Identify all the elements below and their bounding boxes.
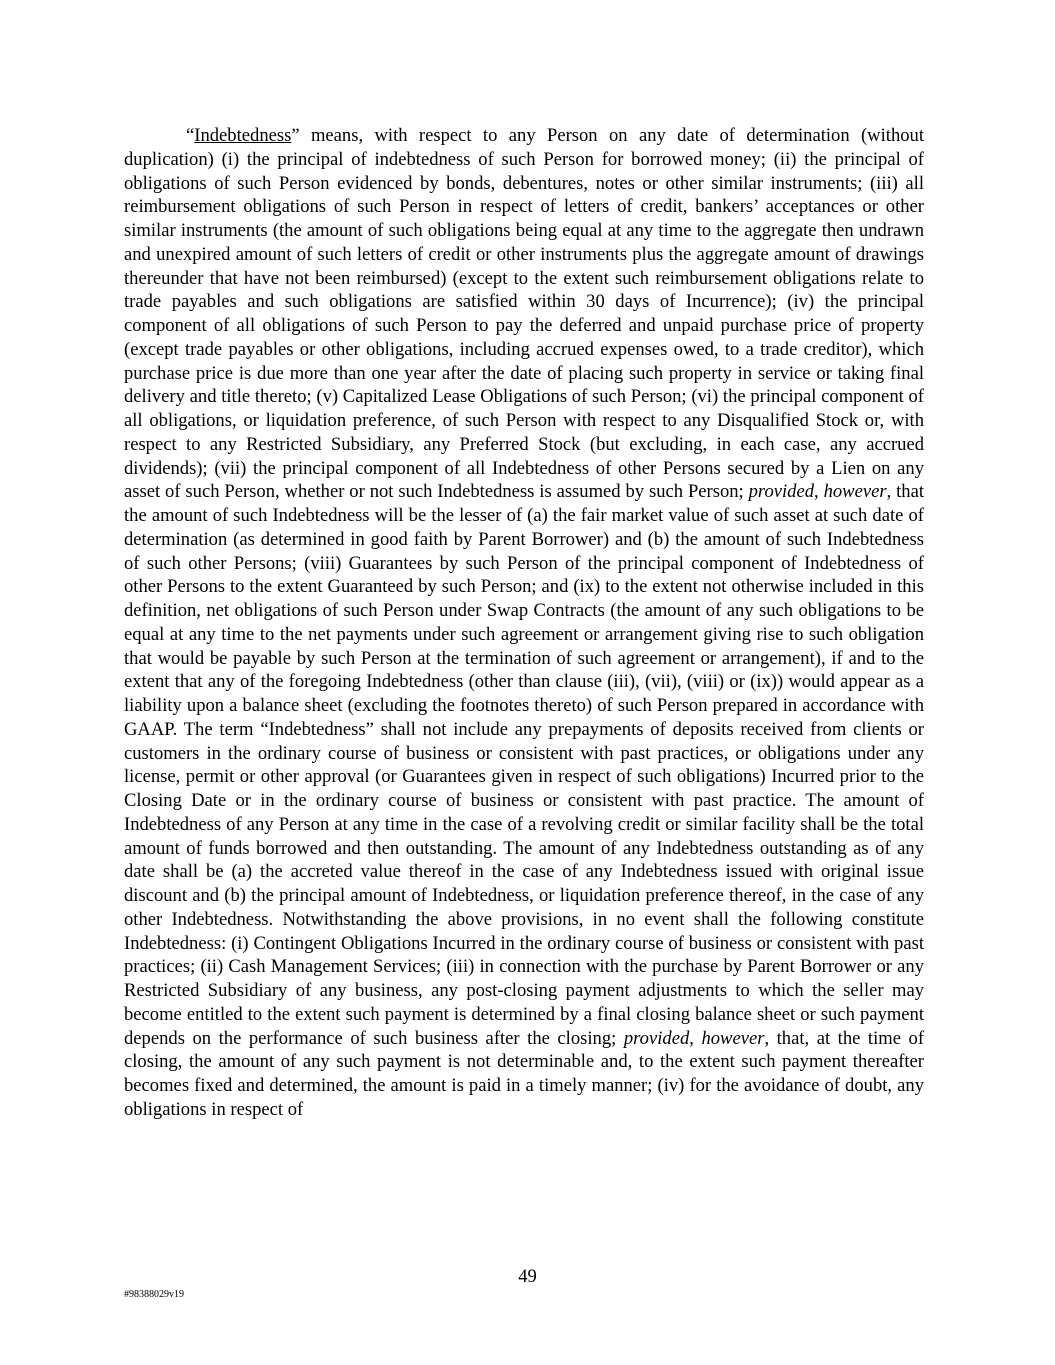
proviso-however-2: however [701, 1027, 765, 1049]
proviso-comma: , [814, 481, 824, 503]
document-id: #98388029v19 [124, 1289, 184, 1300]
definition-paragraph [124, 124, 924, 1122]
proviso-comma-2: , [689, 1027, 702, 1049]
text-segment-3: , that, at the time of closing, the amount of any such payment is not determinable and, to the extent such payment thereafter becomes fixed and determined, the amount is paid in a timely manner; (iv) for the avoidance of doubt, any obligations in respect of [124, 1027, 925, 1120]
proviso-however: however [823, 481, 887, 503]
open-quote: “ [186, 125, 195, 146]
proviso-provided: provided [748, 481, 815, 503]
defined-term: Indebtedness [194, 125, 292, 146]
proviso-provided-2: provided [623, 1027, 690, 1049]
page-number: 49 [518, 1266, 537, 1287]
text-segment-2: , that the amount of such Indebtedness will be the lesser of (a) the fair market value of such asset at such date of determination (as determined in good faith by Parent Borrower) and (b) the amount of such Indebtedness of such other Persons; (viii) Guarantees by such Person of the principal component of Indebtedness of other Persons to the extent Guaranteed by such Person; and (ix) to the extent not otherwise included in this definition, net obligations of such Person under Swap Contracts (the amount of any such obligations to be equal at any time to the net payments under such agreement or arrangement giving rise to such obligation that would be payable by such Person at the termination of such agreement or arrangement), if and to the extent that any of the foregoing Indebtedness (other than clause (iii), (vii), (viii) or (ix)) would appear as a liability upon a balance sheet (excluding the footnotes thereto) of such Person prepared in accordance with GAAP. The term “Indebtedness” shall not include any prepayments of deposits received from clients or customers in the ordinary course of business or consistent with past practices, or obligations under any license, permit or other approval (or Guarantees given in respect of such obligations) Incurred prior to the Closing Date or in the ordinary course of business or consistent with past practice. The amount of Indebtedness of any Person at any time in the case of a revolving credit or similar facility shall be the total amount of funds borrowed and then outstanding. The amount of any Indebtedness outstanding as of any date shall be (a) the accreted value thereof in the case of any Indebtedness issued with original issue discount and (b) the principal amount of Indebtedness, or liquidation preference thereof, in the case of any other Indebtedness. Notwithstanding the above provisions, in no event shall the following constitute Indebtedness: (i) Contingent Obligations Incurred in the ordinary course of business or consistent with past practices; (ii) Cash Management Services; (iii) in connection with the purchase by Parent Borrower or any Restricted Subsidiary of any business, any post-closing payment adjustments to which the seller may become entitled to the extent such payment is determined by a final closing balance sheet or such payment depends on the performance of such business after the closing; [124, 481, 924, 1049]
text-segment-1: ” means, with respect to any Person on any date of determination (without duplication) (i) the principal of indebtedness of such Person for borrowed money; (ii) the principal of obligations of such Person evidenced by bonds, debentures, notes or other similar instruments; (iii) all reimbursement obligations of such Person in respect of letters of credit, bankers’ acceptances or other similar instruments (the amount of such obligations being equal at any time to the aggregate then undrawn and unexpired amount of such letters of credit or other instruments plus the aggregate amount of drawings thereunder that have not been reimbursed) (except to the extent such reimbursement obligations relate to trade payables and such obligations are satisfied within 30 days of Incurrence); (iv) the principal component of all obligations of such Person to pay the deferred and unpaid purchase price of property (except trade payables or other obligations, including accrued expenses owed, to a trade creditor), which purchase price is due more than one year after the date of placing such property in service or taking final delivery and title thereto; (v) Capitalized Lease Obligations of such Person; (vi) the principal component of all obligations, or liquidation preference, of such Person with respect to any Disqualified Stock or, with respect to any Restricted Subsidiary, any Preferred Stock (but excluding, in each case, any accrued dividends); (vii) the principal component of all Indebtedness of other Persons secured by a Lien on any asset of such Person, whether or not such Indebtedness is assumed by such Person; [124, 125, 924, 503]
